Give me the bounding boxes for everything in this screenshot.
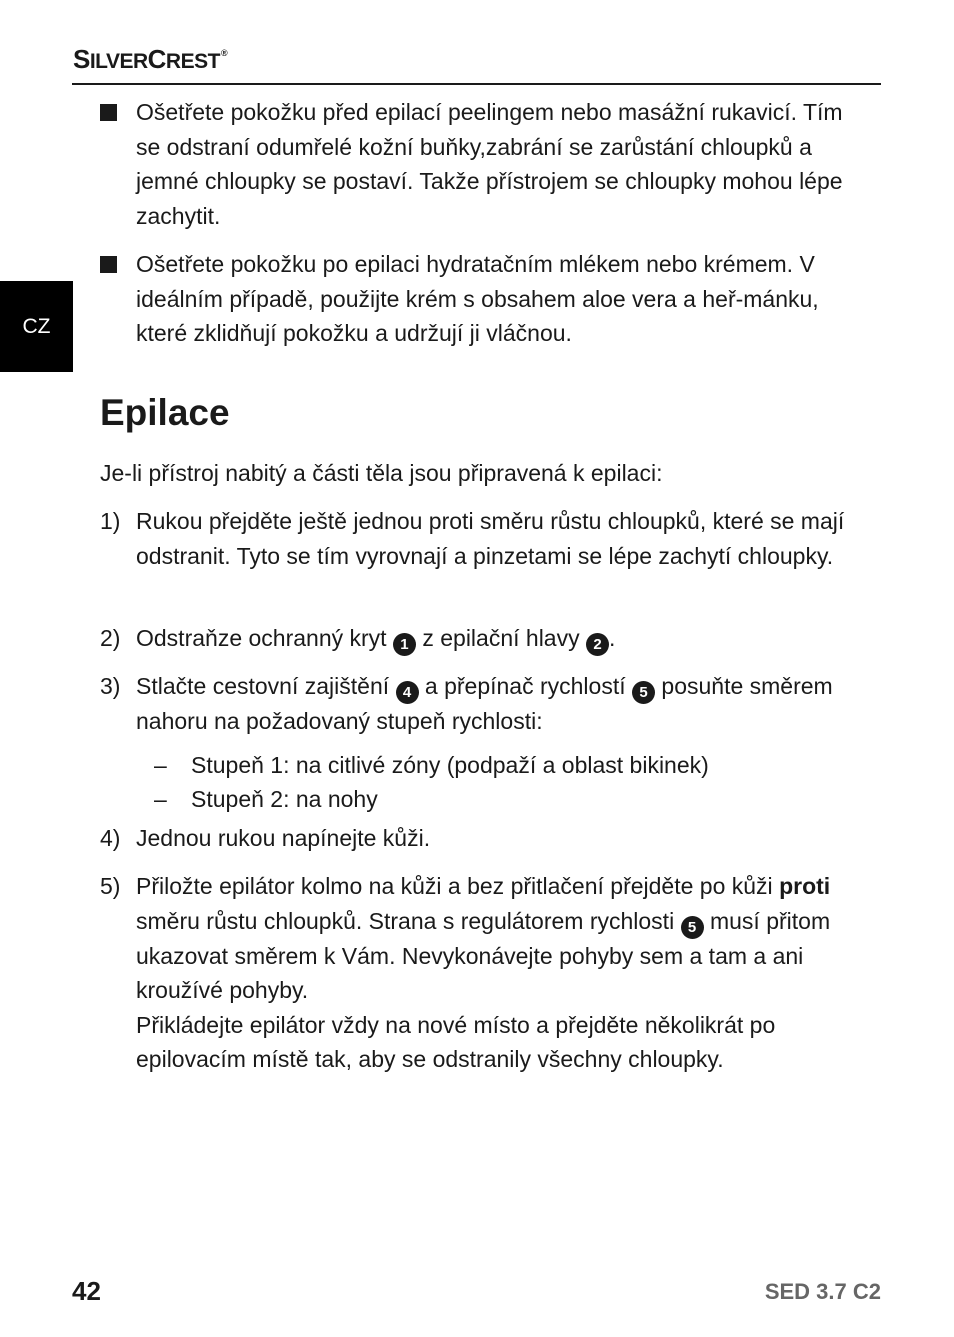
sub-item <box>154 748 854 783</box>
bullet-item <box>100 95 860 233</box>
emphasis-text: proti <box>779 873 831 899</box>
dash-bullet: – <box>154 752 167 778</box>
model-number: SED 3.7 C2 <box>764 1279 881 1304</box>
step-text: Jednou rukou napínejte kůži. <box>136 825 431 851</box>
header-rule <box>72 83 881 85</box>
section-intro: Je-li přístroj nabitý a části těla jsou připravená k epilaci: <box>100 460 663 486</box>
step-text-part: směru růstu chloupků. Strana s regulátorem rychlosti <box>136 907 681 934</box>
step-number: 5) <box>100 873 121 899</box>
square-bullet-icon <box>100 256 117 273</box>
step-item <box>100 621 860 656</box>
step-number: 1) <box>100 508 121 534</box>
step-text-part: Stlačte cestovní zajištění <box>136 673 396 699</box>
bullet-text: Ošetřete pokožku po epilaci hydratačním mlékem nebo krémem. V ideálním případě, použijte krém s obsahem aloe vera a heř-mánku, které zklidňují pokožku a udržují ji vláčnou. <box>136 251 819 346</box>
step-text-part: a přepínač rychlostí <box>418 673 633 699</box>
part-reference-badge: 5 <box>681 916 704 939</box>
step-text <box>136 869 860 1077</box>
logo-s: S <box>73 44 90 74</box>
step-text-part: Přikládejte epilátor vždy na nové místo a přejděte několikrát po epilovacím místě tak, aby se odstranily všechny chloupky. <box>136 1011 776 1072</box>
step-item <box>100 821 860 856</box>
step-number: 3) <box>100 673 121 699</box>
sub-item-text: Stupeň 1: na citlivé zóny (podpaží a oblast bikinek) <box>191 752 709 778</box>
page-number: 42 <box>72 1276 101 1306</box>
logo-rest: REST <box>165 50 220 73</box>
step-number: 2) <box>100 625 121 651</box>
part-reference-badge: 2 <box>586 633 609 656</box>
logo-registered-mark: ® <box>220 48 228 58</box>
language-tab <box>0 281 73 372</box>
sub-item <box>154 782 854 817</box>
step-text-part: musí přitom ukazovat směrem k Vám. Nevykonávejte pohyby sem a tam a ani kroužívé pohyby. <box>136 907 831 1003</box>
step-text-part: z epilační hlavy <box>415 625 586 651</box>
step-number: 4) <box>100 825 121 851</box>
bullet-text: Ošetřete pokožku před epilací peelingem nebo masážní rukavicí. Tím se odstraní odumřelé kožní buňky,zabrání se zarůstání chloupků a jemné chloupky se postaví. Takže přístrojem se chloupky mohou lépe zachytit. <box>136 99 843 229</box>
step-item <box>100 504 860 573</box>
part-reference-badge: 5 <box>632 681 655 704</box>
step-item <box>100 669 860 739</box>
step-text <box>136 669 860 739</box>
logo-ilver: ILVER <box>89 50 148 73</box>
part-reference-badge: 4 <box>396 681 419 704</box>
bullet-item <box>100 247 860 351</box>
logo-c: C <box>147 44 166 74</box>
step-text-part: posuňte směrem nahoru na požadovaný stupeň rychlosti: <box>136 673 833 734</box>
step-text <box>136 621 860 656</box>
section-title: Epilace <box>100 392 230 433</box>
dash-bullet: – <box>154 786 167 812</box>
brand-logo <box>73 44 227 75</box>
step-text-part: Odstraňze ochranný kryt <box>136 625 393 651</box>
step-text-part: . <box>608 625 616 651</box>
sub-item-text: Stupeň 2: na nohy <box>191 786 378 812</box>
step-text-part: Přiložte epilátor kolmo na kůži a bez přitlačení přejděte po kůži <box>136 873 780 899</box>
part-reference-badge: 1 <box>393 633 416 656</box>
square-bullet-icon <box>100 104 117 121</box>
language-tab-label: CZ <box>22 314 51 338</box>
step-item <box>100 869 860 1077</box>
step-text: Rukou přejděte ještě jednou proti směru růstu chloupků, které se mají odstranit. Tyto se tím vyrovnají a pinzetami se lépe zachytí chloupky. <box>136 508 845 569</box>
